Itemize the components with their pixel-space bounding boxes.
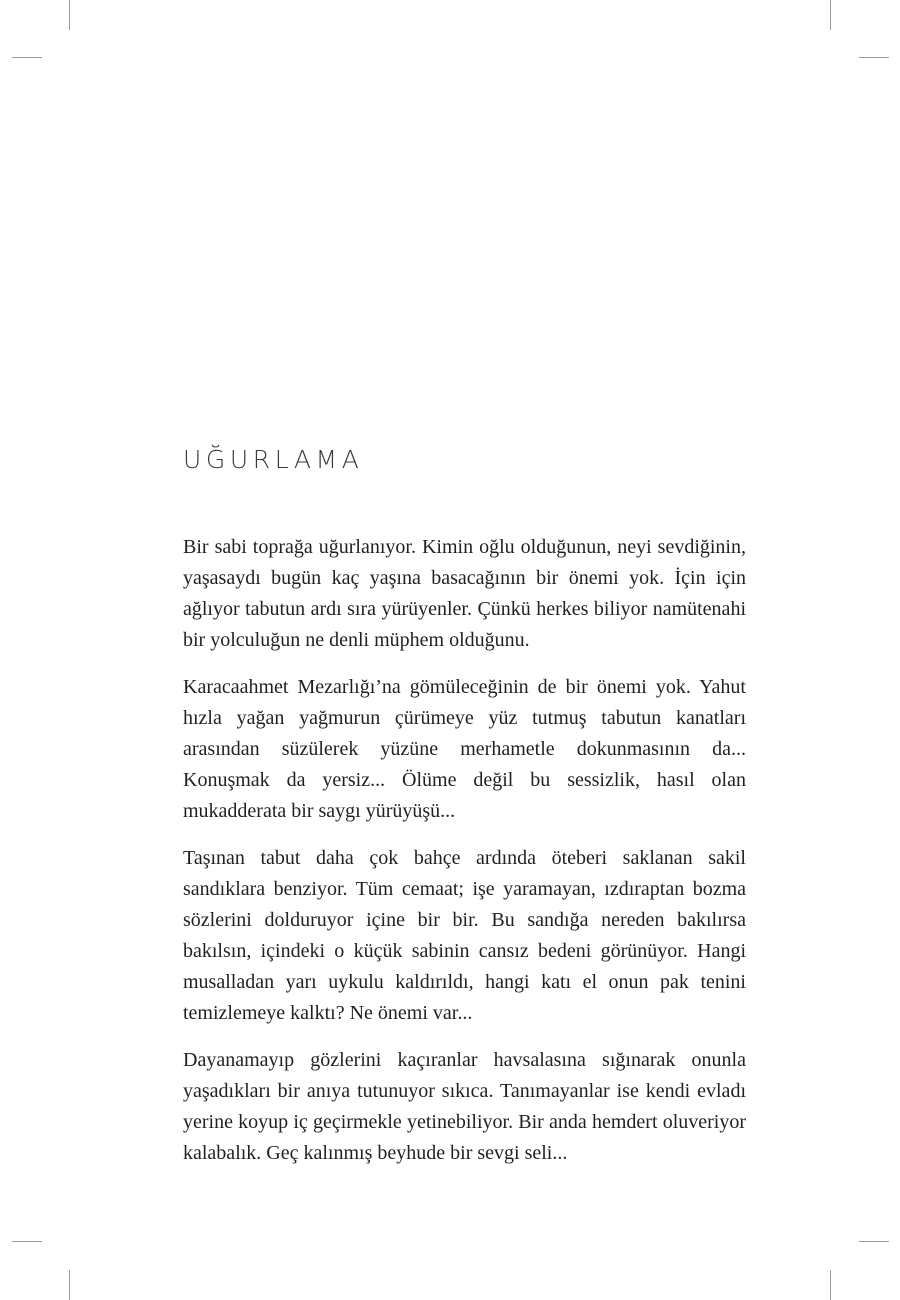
crop-mark-top-left-vertical <box>69 0 70 30</box>
crop-mark-top-right-vertical <box>830 0 831 30</box>
crop-mark-bottom-left-vertical <box>69 1270 70 1300</box>
crop-mark-top-left-horizontal <box>12 57 42 58</box>
paragraph: Dayanamayıp gözlerini kaçıranlar havsalasına sığınarak onunla yaşadıkları bir anıya tutunuyor sıkıca. Tanımayanlar ise kendi evladı yerine koyup iç geçirmekle yetinebiliyor. Bir anda hemdert oluveriyor kalabalık. Geç kalınmış beyhude bir sevgi seli... <box>183 1049 746 1164</box>
crop-mark-bottom-right-vertical <box>830 1270 831 1300</box>
paragraph: Taşınan tabut daha çok bahçe ardında öteberi saklanan sakil sandıklara benziyor. Tüm cemaat; işe yaramayan, ızdıraptan bozma sözlerini dolduruyor içine bir bir. Bu sandığa nereden bakılırsa bakılsın, içindeki o küçük sabinin cansız bedeni görünüyor. Hangi musalladan yarı uykulu kaldırıldı, hangi katı el onun pak tenini temizlemeye kalktı? Ne önemi var... <box>183 847 746 1024</box>
paragraph: Bir sabi toprağa uğurlanıyor. Kimin oğlu olduğunun, neyi sevdiğinin, yaşasaydı bugün kaç yaşına basacağının bir önemi yok. İçin için ağlıyor tabutun ardı sıra yürüyenler. Çünkü herkes biliyor namütenahi bir yolculuğun ne denli müphem olduğunu. <box>183 536 746 651</box>
crop-mark-top-right-horizontal <box>859 57 889 58</box>
crop-mark-bottom-left-horizontal <box>12 1241 42 1242</box>
crop-mark-bottom-right-horizontal <box>859 1241 889 1242</box>
page-content <box>183 440 746 1185</box>
chapter-title: UĞURLAMA <box>183 445 364 474</box>
paragraph: Karacaahmet Mezarlığı’na gömüleceğinin de bir önemi yok. Yahut hızla yağan yağmurun çürümeye yüz tutmuş tabutun kanatları arasından süzülerek yüzüne merhametle dokunmasının da... Konuşmak da yersiz... Ölüme değil bu sessizlik, hasıl olan mukadderata bir saygı yürüyüşü... <box>183 676 746 822</box>
